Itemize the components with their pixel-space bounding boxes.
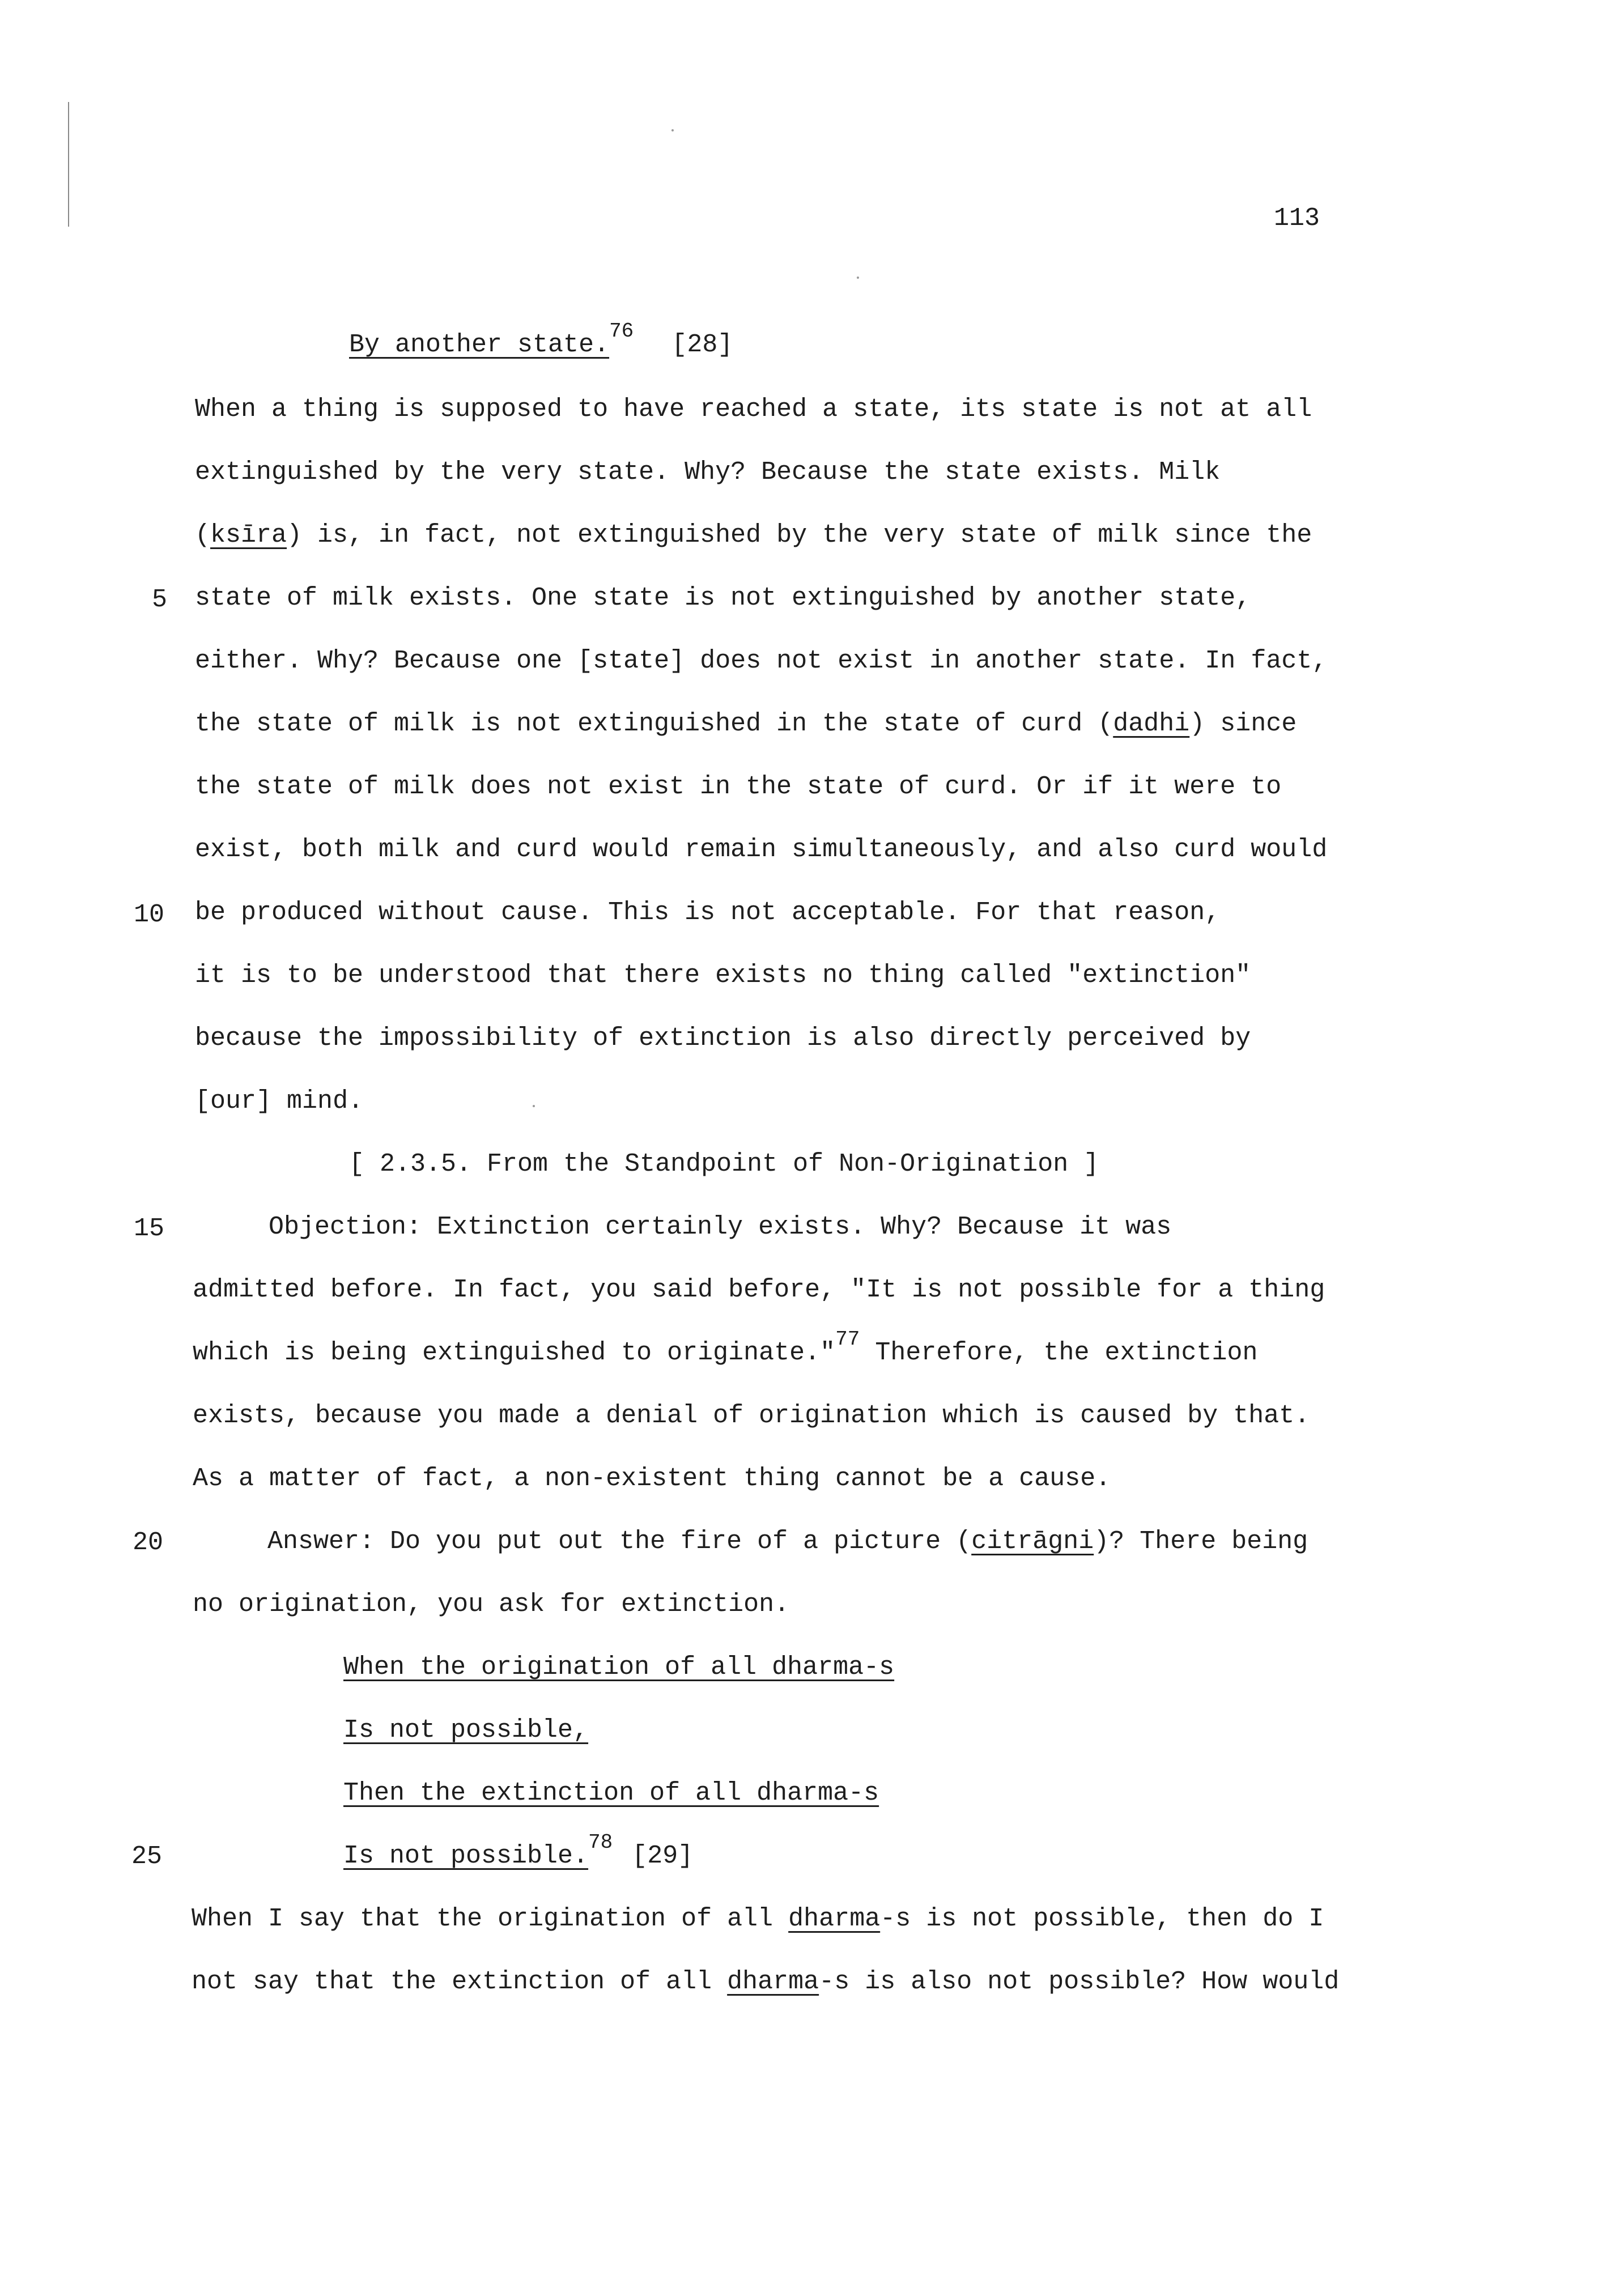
text-span: Therefore, the extinction [860,1338,1258,1367]
line-number: 25 [131,1842,163,1871]
text-line: no origination, you ask for extinction. [193,1590,790,1619]
text-span: -s is not possible, then do I [880,1904,1324,1933]
text-line: be produced without cause. This is not acceptable. For that reason, [195,898,1221,927]
line-number: 5 [152,585,168,614]
sanskrit-term: citrāgni [971,1527,1094,1556]
line-number: 20 [133,1528,164,1557]
line-number: 10 [134,900,165,929]
verse-line [343,1831,694,1870]
text-line: the state of milk does not exist in the state of curd. Or if it were to [195,772,1282,801]
sanskrit-term: dharma [727,1967,819,1996]
verse-ref: [28] [671,330,733,359]
text-span: does not exist in another state. In fact, [685,647,1328,675]
editorial-insert: our [210,1087,257,1116]
verse-line: When the origination of all dharma-s [343,1653,895,1682]
sanskrit-term: dharma [788,1904,881,1933]
footnote-ref: 77 [835,1328,860,1351]
text-line [192,1969,1339,1995]
text-line: either. Why? Because one [state] does not exist in another state. In fact, [195,647,1328,675]
text-span: When I say that the origination of all [192,1904,789,1933]
sanskrit-term: dadhi [1113,709,1190,738]
text-line [195,711,1296,737]
text-line: it is to be understood that there exists no thing called "extinction" [195,961,1251,990]
text-span: ) is, in fact, not extinguished by the very state of milk since the [287,521,1312,550]
text-span: -s is also not possible? How would [819,1967,1340,1996]
text-span: not say that the extinction of all [192,1967,728,1996]
footnote-ref: 78 [588,1831,613,1854]
text-span: the state of milk is not extinguished in the state of curd ( [195,709,1113,738]
verse-line: Is not possible, [343,1716,589,1745]
text-span: )? There being [1094,1527,1308,1556]
text-line: because the impossibility of extinction is also directly perceived by [195,1024,1251,1053]
text-span: Answer: Do you put out the fire of a picture ( [267,1527,972,1556]
scan-speck [533,1105,535,1107]
text-line: extinguished by the very state. Why? Because the state exists. Milk [195,458,1221,487]
text-line: When a thing is supposed to have reached a state, its state is not at all [195,395,1312,424]
text-line: Objection: Extinction certainly exists. Why? Because it was [269,1213,1172,1241]
text-line: (ksīra) is, in fact, not extinguished by the very state of milk since the [195,521,1312,550]
editorial-insert: state [593,647,670,675]
text-line: [our] mind. [195,1087,364,1116]
text-line: exist, both milk and curd would remain simultaneously, and also curd would [195,835,1328,864]
line-number: 15 [134,1214,165,1243]
text-span: either. Why? Because one [195,647,578,675]
sanskrit-term: ksīra [210,521,287,550]
scan-speck [857,277,859,279]
text-line: state of milk exists. One state is not extinguished by another state, [195,584,1251,613]
scan-margin-mark [68,102,69,227]
text-line [267,1529,1308,1554]
verse-ref: [29] [632,1842,694,1870]
section-heading: [ 2.3.5. From the Standpoint of Non-Origination ] [349,1150,1099,1179]
verse-28 [349,320,733,359]
text-span: which is being extinguished to originate." [193,1338,836,1367]
text-line [192,1906,1324,1932]
text-line [193,1328,1258,1367]
text-span: mind. [271,1087,364,1116]
text-line: As a matter of fact, a non-existent thing cannot be a cause. [193,1464,1111,1493]
verse-line: Then the extinction of all dharma-s [343,1779,879,1808]
text-line: exists, because you made a denial of origination which is caused by that. [193,1401,1310,1430]
verse-text: Is not possible. [343,1842,589,1870]
text-line: admitted before. In fact, you said before, "It is not possible for a thing [193,1275,1325,1304]
verse-text: By another state. [349,330,610,359]
footnote-ref: 76 [609,320,634,343]
text-span: ) since [1189,709,1297,738]
scan-speck [671,129,674,131]
heading-text: 2.3.5. From the Standpoint of Non-Origination [380,1150,1069,1179]
page-number: 113 [1274,204,1320,233]
